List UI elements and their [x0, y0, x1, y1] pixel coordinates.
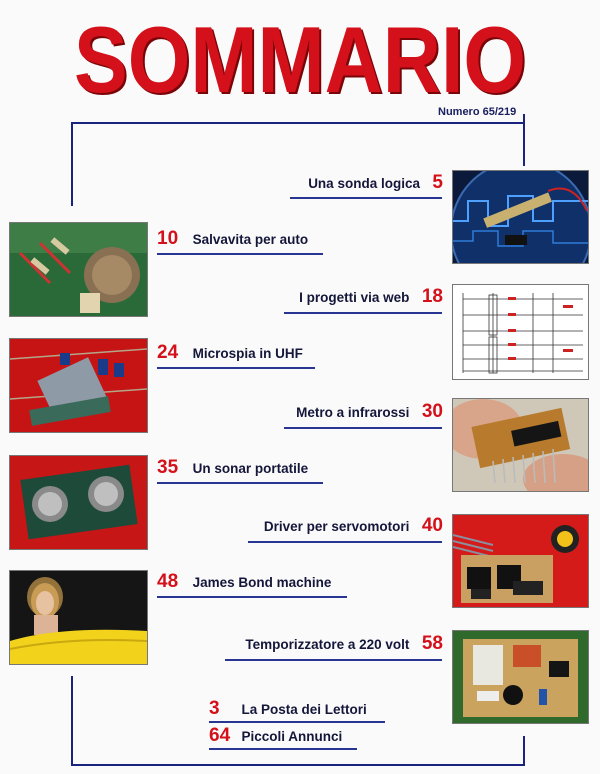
servo-driver-board-photo [452, 514, 589, 608]
toc-underline [290, 197, 442, 199]
title-shadow: SOMMARIO [76, 14, 528, 104]
toc-underline [248, 541, 442, 543]
toc-underline [157, 596, 347, 598]
rubrica-underline [209, 721, 385, 723]
woman-in-yellow-car-photo [9, 570, 148, 665]
toc-page-number: 30 [421, 401, 443, 422]
toc-entry-35[interactable] [157, 457, 308, 479]
rubrica-title: La Posta dei Lettori [241, 702, 367, 717]
toc-page-number: 58 [421, 633, 443, 654]
toc-title: Microspia in UHF [192, 346, 303, 361]
toc-page-number: 18 [421, 286, 443, 307]
toc-entry-48[interactable] [157, 571, 331, 593]
rubrica-page-number: 64 [209, 725, 231, 746]
rubrica-annunci[interactable] [209, 725, 342, 747]
infrared-meter-board-photo [452, 398, 589, 492]
toc-entry-58[interactable] [245, 633, 443, 655]
toc-underline [225, 659, 442, 661]
toc-page-number: 24 [157, 342, 179, 363]
toc-title: Temporizzatore a 220 volt [245, 637, 410, 652]
rubrica-page-number: 3 [209, 698, 220, 719]
toc-title: Salvavita per auto [192, 232, 309, 247]
toc-title: Driver per servomotori [263, 519, 410, 534]
frame-bottom-line [71, 764, 525, 766]
rubrica-posta[interactable] [209, 698, 367, 720]
frame-right-top [523, 114, 525, 166]
toc-page-number: 40 [421, 515, 443, 536]
uhf-bug-board-photo [9, 338, 148, 433]
frame-top-line [71, 122, 525, 124]
toc-page-number: 10 [157, 228, 179, 249]
toc-title: Metro a infrarossi [296, 405, 410, 420]
ultrasonic-sonar-photo [9, 455, 148, 550]
rubrica-title: Piccoli Annunci [241, 729, 343, 744]
toc-page-number: 48 [157, 571, 179, 592]
toc-entry-40[interactable] [264, 515, 443, 537]
toc-title: Un sonar portatile [192, 461, 309, 476]
rubrica-underline [209, 748, 357, 750]
logic-probe-photo [452, 170, 589, 264]
toc-underline [284, 312, 442, 314]
magazine-title [68, 14, 533, 104]
issue-number: Numero 65/219 [438, 106, 517, 118]
circuit-schematic-image [452, 284, 589, 380]
toc-underline [157, 253, 323, 255]
toc-underline [157, 367, 315, 369]
toc-entry-10[interactable] [157, 228, 308, 250]
car-alarm-sensor-photo [9, 222, 148, 317]
frame-right-bottom [523, 736, 525, 766]
title-text: SOMMARIO [74, 14, 526, 104]
toc-underline [157, 482, 323, 484]
timer-board-photo [452, 630, 589, 724]
toc-entry-24[interactable] [157, 342, 303, 364]
toc-entry-18[interactable] [299, 286, 443, 308]
toc-title: I progetti via web [299, 290, 410, 305]
toc-page-number: 35 [157, 457, 179, 478]
toc-underline [284, 427, 442, 429]
toc-page-number: 5 [432, 172, 443, 193]
toc-title: James Bond machine [192, 575, 332, 590]
toc-entry-30[interactable] [296, 401, 443, 423]
toc-title: Una sonda logica [308, 176, 420, 191]
frame-left-bottom [71, 676, 73, 766]
frame-left-top [71, 122, 73, 206]
toc-entry-5[interactable] [308, 172, 443, 194]
